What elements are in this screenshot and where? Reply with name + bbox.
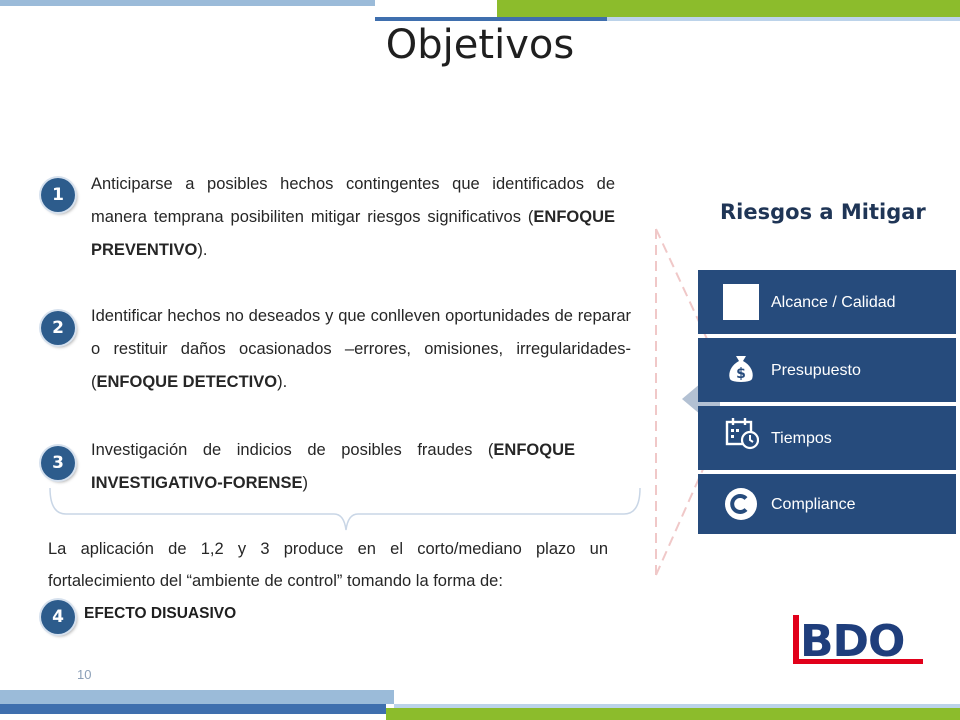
risk-row-tiempos (698, 406, 956, 470)
number-badge-3: 3 (41, 446, 75, 480)
risk-row-alcance (698, 270, 956, 334)
risk-label-alcance: Alcance / Calidad (771, 294, 896, 311)
money-bag-icon (724, 352, 758, 386)
page-title: Objetivos (385, 22, 575, 68)
grouping-brace (46, 486, 642, 532)
bottom-bar-blue (0, 704, 386, 714)
slide-number: 10 (77, 667, 92, 682)
risk-row-compliance (698, 474, 956, 534)
objective-3-post: ) (302, 474, 308, 492)
objective-1-text (91, 168, 615, 267)
number-badge-4: 4 (41, 600, 75, 634)
risk-label-compliance: Compliance (771, 496, 856, 513)
objective-2-text (91, 300, 631, 399)
objective-1-post: ). (197, 241, 208, 259)
number-badge-2: 2 (41, 311, 75, 345)
objective-2-post: ). (277, 373, 288, 391)
blank-square-icon (723, 284, 759, 320)
top-bar-light-line (607, 17, 960, 21)
bottom-bar-green (386, 708, 960, 720)
effect-label: EFECTO DISUASIVO (84, 605, 237, 622)
svg-text:$: $ (736, 366, 746, 382)
bdo-logo (790, 612, 930, 668)
top-bar-gap (375, 0, 497, 6)
objective-3-bold: ENFOQUE INVESTIGATIVO-FORENSE (91, 441, 575, 492)
svg-text:BDO: BDO (800, 616, 905, 667)
objective-2-bold: ENFOQUE DETECTIVO (96, 373, 278, 391)
top-bar-light-blue (0, 0, 375, 6)
risks-title: Riesgos a Mitigar (720, 200, 926, 224)
objective-1-bold: ENFOQUE PREVENTIVO (91, 208, 615, 259)
summary-text: La aplicación de 1,2 y 3 produce en el corto/mediano plazo un fortalecimiento del “ambiente de control” tomando la forma de: (48, 540, 608, 590)
number-badge-1: 1 (41, 178, 75, 212)
calendar-clock-icon (725, 416, 759, 450)
risk-label-presupuesto: Presupuesto (771, 362, 861, 379)
objective-2-pre: Identificar hechos no deseados y que conlleven oportunidades de reparar o restituir daños ocasionados –errores, omisiones, irregularidades- ( (91, 307, 631, 391)
objective-1-pre: Anticiparse a posibles hechos contingentes que identificados de manera temprana posibiliten mitigar riesgos significativos ( (91, 175, 615, 226)
top-bar-green (497, 0, 960, 17)
risk-row-presupuesto (698, 338, 956, 402)
letter-c-icon (724, 487, 758, 521)
bottom-bar-light-blue (0, 690, 394, 704)
top-bar-blue-line (375, 17, 607, 21)
objective-3-pre: Investigación de indicios de posibles fraudes ( (91, 441, 494, 459)
risk-label-tiempos: Tiempos (771, 430, 832, 447)
